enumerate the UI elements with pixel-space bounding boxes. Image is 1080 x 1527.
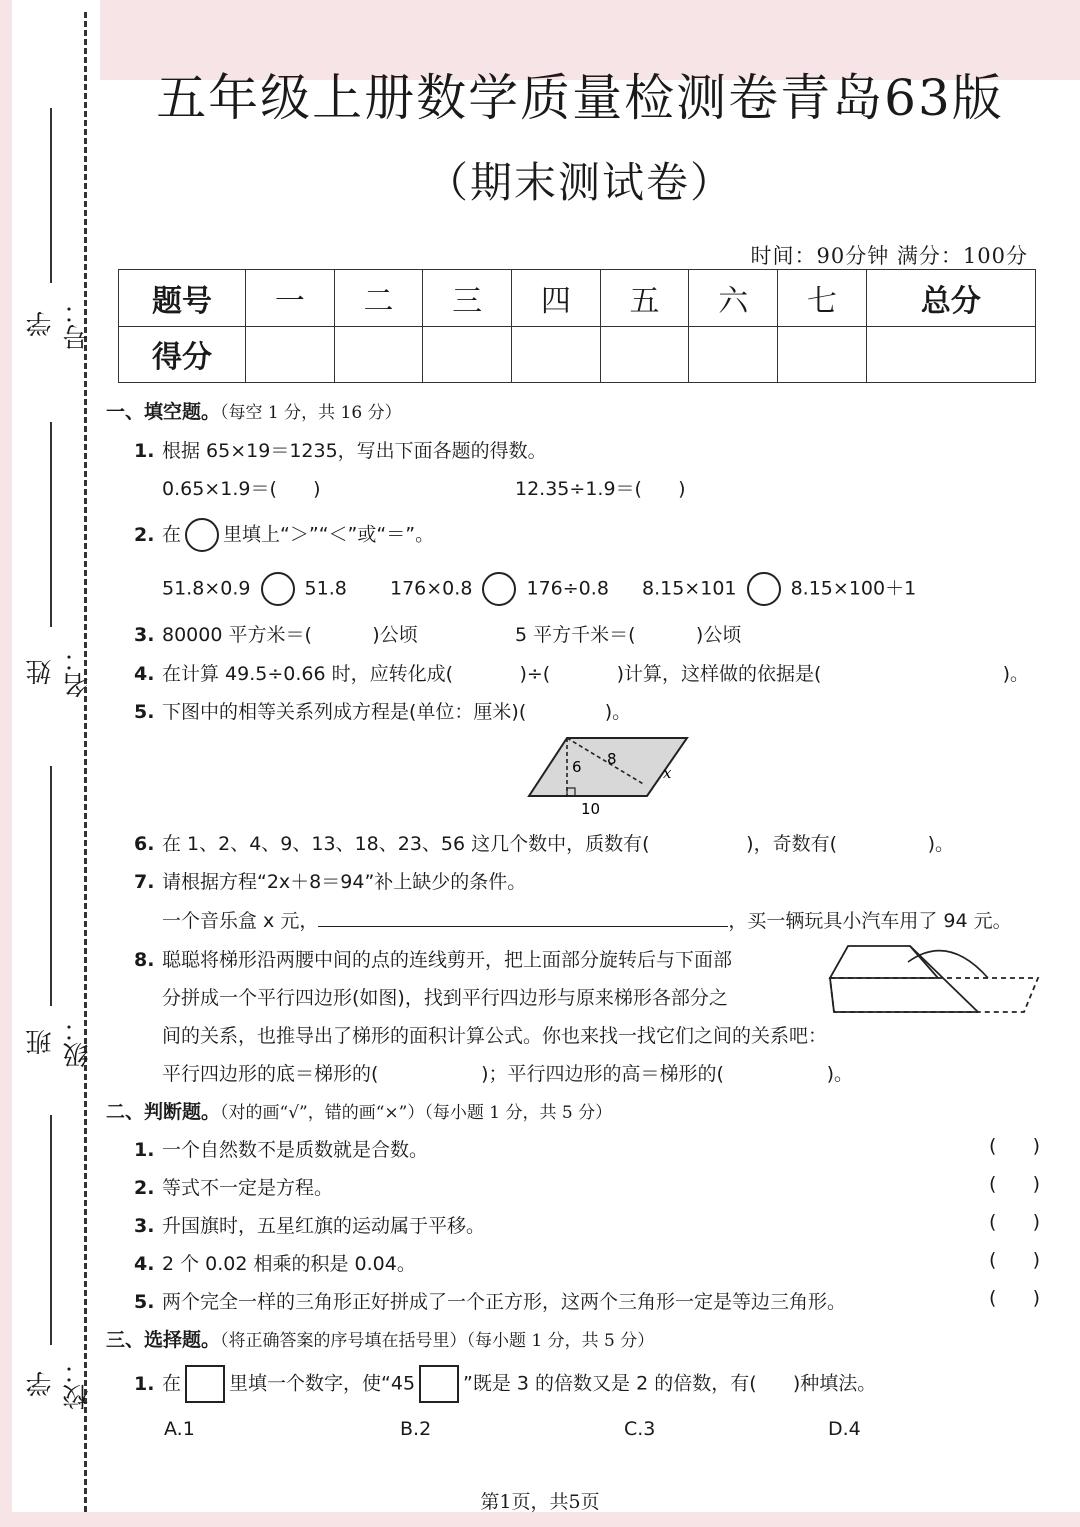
compare-left: 51.8×0.9 <box>162 577 251 600</box>
compare-circle-input[interactable] <box>261 572 295 606</box>
compare-right: 8.15×100＋1 <box>790 577 917 600</box>
q8-line-2: 分拼成一个平行四边形(如图)，找到平行四边形与原来梯形各部分之 <box>162 987 728 1009</box>
q8-line-3: 间的关系，也推导出了梯形的面积计算公式。你也来找一找它们之间的关系吧： <box>162 1025 828 1047</box>
score-cell-header: 题号 <box>119 270 246 327</box>
choice-option-c[interactable]: C.3 <box>624 1418 656 1440</box>
bottom-band <box>0 1512 1080 1527</box>
judge-item <box>134 1287 846 1314</box>
rotation-arc-icon <box>908 951 988 978</box>
q2-compare-c <box>642 572 916 606</box>
label-8: 8 <box>607 750 617 768</box>
page-subtitle: （期末测试卷） <box>425 158 734 207</box>
score-input-cell[interactable] <box>866 326 1035 383</box>
compare-right: 176÷0.8 <box>526 577 609 600</box>
score-cell-header: 七 <box>778 270 867 327</box>
score-table-header-row <box>119 270 1036 327</box>
score-input-cell[interactable] <box>512 326 601 383</box>
q7-blank[interactable] <box>318 908 728 927</box>
q1-answer-a[interactable]: 0.65×1.9＝( ) <box>162 478 321 500</box>
question-text: 两个完全一样的三角形正好拼成了一个正方形，这两个三角形一定是等边三角形。 <box>162 1291 847 1313</box>
label-6: 6 <box>572 758 582 776</box>
question-number: 4. <box>134 663 155 685</box>
score-table <box>118 269 1036 383</box>
name-label: 姓名： <box>26 646 93 698</box>
compare-circle-input[interactable] <box>482 572 516 606</box>
q7-prefix: 一个音乐盒 x 元， <box>162 910 319 932</box>
judge-answer[interactable]: ( ) <box>988 1211 1040 1233</box>
question-number: 5. <box>134 1291 155 1313</box>
school-line <box>50 1115 52 1345</box>
question-text: 根据 65×19＝1235，写出下面各题的得数。 <box>162 440 547 462</box>
label-x: x <box>663 764 672 782</box>
question-number: 1. <box>134 1139 155 1161</box>
question-text: 请根据方程“2x＋8＝94”补上缺少的条件。 <box>162 871 527 893</box>
choice-option-b[interactable]: B.2 <box>400 1418 432 1440</box>
question-text[interactable]: 在计算 49.5÷0.66 时，应转化成( )÷( )计算，这样做的依据是( )。 <box>162 663 1030 685</box>
question-text[interactable]: 下图中的相等关系列成方程是(单位：厘米)( )。 <box>162 701 632 723</box>
judge-answer[interactable]: ( ) <box>988 1173 1040 1195</box>
compare-right: 51.8 <box>304 577 347 600</box>
question-1-7 <box>134 867 526 894</box>
question-number: 4. <box>134 1253 155 1275</box>
name-line <box>50 422 52 627</box>
class-label: 班级： <box>26 1016 93 1068</box>
question-1-8 <box>134 945 732 972</box>
question-text: 在 <box>162 1372 182 1395</box>
left-band <box>0 0 12 1527</box>
question-number: 3. <box>134 624 155 646</box>
question-text: 里填一个数字，使“45 <box>229 1372 416 1395</box>
question-text[interactable]: 80000 平方米＝( )公顷 <box>162 624 418 646</box>
class-line <box>50 766 52 1006</box>
question-1-2 <box>134 518 434 552</box>
school-label: 学校： <box>26 1358 93 1410</box>
judge-answer[interactable]: ( ) <box>988 1135 1040 1157</box>
question-text: 聪聪将梯形沿两腰中间的点的连线剪开，把上面部分旋转后与下面部 <box>162 949 733 971</box>
q7-fill-line <box>162 906 1012 933</box>
right-leg <box>910 946 978 1012</box>
judge-answer[interactable]: ( ) <box>988 1249 1040 1271</box>
compare-left: 176×0.8 <box>390 577 473 600</box>
score-input-cell[interactable] <box>246 326 335 383</box>
digit-box-input[interactable] <box>185 1365 225 1403</box>
compare-left: 8.15×101 <box>642 577 737 600</box>
question-text: 一个自然数不是质数就是合数。 <box>162 1139 429 1161</box>
q7-suffix: ，买一辆玩具小汽车用了 94 元。 <box>728 910 1012 932</box>
exam-meta: 时间：90分钟 满分：100分 <box>750 244 1028 268</box>
question-text: 在 <box>162 523 182 546</box>
score-input-cell[interactable] <box>423 326 512 383</box>
score-cell-header: 五 <box>600 270 689 327</box>
section2-note: （对的画“√”，错的画“×”）（每小题 1 分，共 5 分） <box>220 1103 613 1123</box>
choice-question-1 <box>134 1365 876 1403</box>
q3-answer-b[interactable]: 5 平方千米＝( )公顷 <box>515 624 742 646</box>
choice-option-a[interactable]: A.1 <box>164 1418 195 1440</box>
q2-compare-a <box>162 572 347 606</box>
section3-heading <box>106 1325 654 1352</box>
score-cell-header: 总分 <box>866 270 1035 327</box>
question-text: 2 个 0.02 相乘的积是 0.04。 <box>162 1253 416 1275</box>
score-cell-header: 六 <box>689 270 778 327</box>
question-number: 8. <box>134 949 155 971</box>
q2-compare-b <box>390 572 609 606</box>
section2-title: 二、判断题。 <box>106 1101 221 1123</box>
label-10: 10 <box>581 800 601 818</box>
section3-note: （将正确答案的序号填在括号里）（每小题 1 分，共 5 分） <box>220 1331 655 1351</box>
trapezoid-figure <box>828 938 1048 1018</box>
question-number: 5. <box>134 701 155 723</box>
section1-note: （每空 1 分，共 16 分） <box>220 403 402 423</box>
compare-circle-input[interactable] <box>747 572 781 606</box>
parallelogram-figure <box>525 730 695 820</box>
q1-answer-b[interactable]: 12.35÷1.9＝( ) <box>515 478 686 500</box>
student-id-label: 学号： <box>26 298 93 350</box>
judge-answer[interactable]: ( ) <box>988 1287 1040 1309</box>
question-number: 1. <box>134 1372 155 1395</box>
question-1-5 <box>134 697 631 724</box>
question-1-3 <box>134 620 418 647</box>
question-1-4 <box>134 659 1029 686</box>
question-number: 2. <box>134 1177 155 1199</box>
q8-line-4[interactable]: 平行四边形的底＝梯形的( )；平行四边形的高＝梯形的( )。 <box>162 1063 853 1085</box>
left-side <box>830 978 834 1012</box>
choice-option-d[interactable]: D.4 <box>828 1418 861 1440</box>
score-input-cell[interactable] <box>689 326 778 383</box>
section1-heading <box>106 397 402 424</box>
judge-item <box>134 1173 333 1200</box>
score-cell-header: 二 <box>334 270 423 327</box>
score-cell-header: 四 <box>512 270 601 327</box>
score-input-cell[interactable] <box>778 326 867 383</box>
compare-circle-icon <box>185 518 219 552</box>
question-number: 3. <box>134 1215 155 1237</box>
score-cell-header: 三 <box>423 270 512 327</box>
question-text: 升国旗时，五星红旗的运动属于平移。 <box>162 1215 486 1237</box>
question-text: 等式不一定是方程。 <box>162 1177 334 1199</box>
score-row-label: 得分 <box>119 326 246 383</box>
score-input-cell[interactable] <box>334 326 423 383</box>
question-number: 1. <box>134 440 155 462</box>
question-number: 7. <box>134 871 155 893</box>
question-number: 6. <box>134 833 155 855</box>
judge-item <box>134 1211 485 1238</box>
section3-title: 三、选择题。 <box>106 1329 221 1351</box>
digit-box-input[interactable] <box>419 1365 459 1403</box>
judge-item <box>134 1249 416 1276</box>
question-number: 2. <box>134 523 155 546</box>
student-id-line <box>50 108 52 283</box>
page-title: 五年级上册数学质量检测卷青岛63版 <box>156 69 1004 127</box>
question-text[interactable]: 在 1、2、4、9、13、18、23、56 这几个数中，质数有( )，奇数有( )。 <box>162 833 955 855</box>
score-cell-header: 一 <box>246 270 335 327</box>
question-1-6 <box>134 829 954 856</box>
question-text: ”既是 3 的倍数又是 2 的倍数，有( )种填法。 <box>463 1372 877 1395</box>
trapezoid-top <box>830 946 938 978</box>
binding-cut-line <box>84 12 87 1512</box>
question-text: 里填上“＞”“＜”或“＝”。 <box>223 523 435 546</box>
score-table-score-row <box>119 326 1036 383</box>
judge-item <box>134 1135 428 1162</box>
score-input-cell[interactable] <box>600 326 689 383</box>
page-footer: 第1页，共5页 <box>480 1491 600 1513</box>
section2-heading <box>106 1097 612 1124</box>
parallelogram-dashed <box>830 978 1038 1012</box>
question-1-1 <box>134 436 547 463</box>
section1-title: 一、填空题。 <box>106 401 221 423</box>
